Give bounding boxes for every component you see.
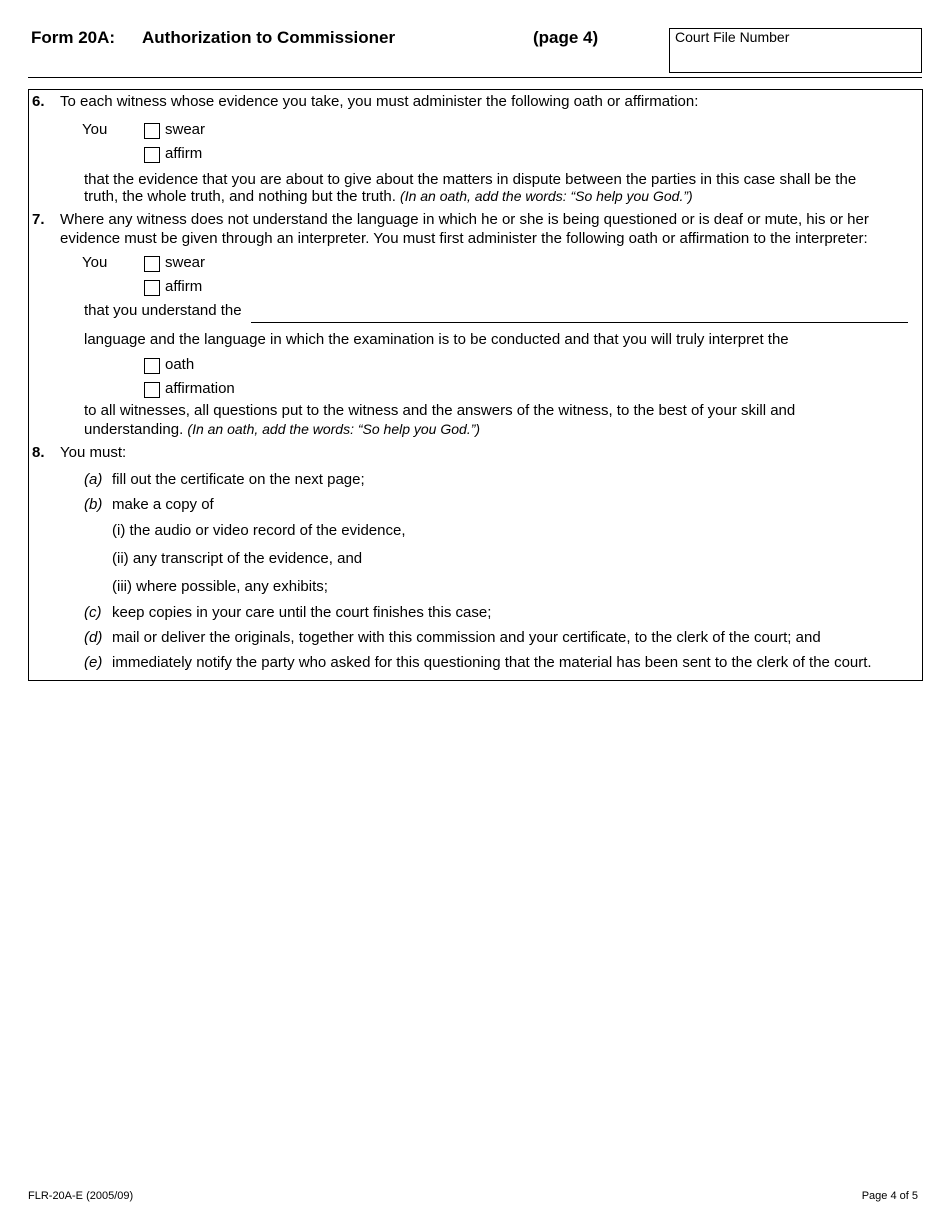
section-7-swear-label: swear bbox=[165, 254, 206, 271]
section-8-subitem-iii: (iii) where possible, any exhibits; bbox=[112, 578, 328, 595]
header-divider bbox=[28, 77, 922, 78]
section-8-item-b-letter: (b) bbox=[84, 496, 103, 513]
section-7-affirmation-label: affirmation bbox=[165, 380, 235, 397]
section-7-intro-line1: Where any witness does not understand the language in which he or she is being questioned or is deaf or mute, his or her bbox=[60, 211, 869, 228]
section-8-item-c-letter: (c) bbox=[84, 604, 102, 621]
section-7-oath-checkbox[interactable] bbox=[144, 358, 160, 374]
section-6-swear-checkbox[interactable] bbox=[144, 123, 160, 139]
section-8-subitem-ii: (ii) any transcript of the evidence, and bbox=[112, 550, 363, 567]
section-7-affirm-label: affirm bbox=[165, 278, 203, 295]
section-7-you-label: You bbox=[82, 254, 108, 271]
section-7-affirmation-checkbox[interactable] bbox=[144, 382, 160, 398]
section-7-body-line2-text: understanding. bbox=[84, 421, 184, 438]
section-8-intro: You must: bbox=[60, 444, 127, 461]
section-6-body-line1: that the evidence that you are about to give about the matters in dispute between the parties in this case shall be the bbox=[84, 171, 857, 188]
section-7-intro-line2: evidence must be given through an interpreter. You must first administer the following oath or affirmation to the interpreter: bbox=[60, 230, 868, 247]
section-6-number: 6. bbox=[32, 93, 45, 110]
section-8-item-a-letter: (a) bbox=[84, 471, 103, 488]
section-8-number: 8. bbox=[32, 444, 45, 461]
section-7-number: 7. bbox=[32, 211, 45, 228]
section-8-item-a-text: fill out the certificate on the next page; bbox=[112, 471, 365, 488]
section-7-swear-checkbox[interactable] bbox=[144, 256, 160, 272]
section-8-item-d-text: mail or deliver the originals, together with this commission and your certificate, to the clerk of the court; and bbox=[112, 629, 821, 646]
footer-form-code: FLR-20A-E (2005/09) bbox=[28, 1190, 134, 1202]
section-6-intro: To each witness whose evidence you take, you must administer the following oath or affirmation: bbox=[60, 93, 699, 110]
section-6-body-line2-text: truth, the whole truth, and nothing but the truth. bbox=[84, 188, 396, 205]
section-7-body-line1: to all witnesses, all questions put to the witness and the answers of the witness, to the best of your skill and bbox=[84, 402, 796, 419]
section-8-item-e-letter: (e) bbox=[84, 654, 103, 671]
section-6-swear-label: swear bbox=[165, 121, 206, 138]
court-file-number-label: Court File Number bbox=[675, 29, 790, 45]
section-6-affirm-checkbox[interactable] bbox=[144, 147, 160, 163]
section-6-oath-note: (In an oath, add the words: “So help you God.”) bbox=[400, 188, 693, 204]
section-7-understand-label: that you understand the bbox=[84, 302, 242, 319]
section-7-oath-label: oath bbox=[165, 356, 195, 373]
section-6-affirm-label: affirm bbox=[165, 145, 203, 162]
form-number: Form 20A: bbox=[31, 28, 116, 47]
section-8-subitem-i: (i) the audio or video record of the evidence, bbox=[112, 522, 406, 539]
footer-page-number: Page 4 of 5 bbox=[861, 1190, 918, 1202]
form-title: Authorization to Commissioner bbox=[142, 28, 396, 47]
section-6-you-label: You bbox=[82, 121, 108, 138]
section-8-item-b-text: make a copy of bbox=[112, 496, 214, 513]
section-7-body-line2 bbox=[84, 420, 480, 439]
page-label: (page 4) bbox=[533, 28, 599, 47]
section-8-item-e-text: immediately notify the party who asked for this questioning that the material has been sent to the clerk of the court. bbox=[112, 654, 872, 671]
court-file-number-box bbox=[669, 28, 922, 73]
court-file-number-input[interactable] bbox=[674, 47, 917, 69]
section-7-language-input[interactable] bbox=[251, 302, 912, 324]
section-7-oath-note: (In an oath, add the words: “So help you God.”) bbox=[187, 421, 481, 437]
section-8-item-c-text: keep copies in your care until the court finishes this case; bbox=[112, 604, 492, 621]
section-7-affirm-checkbox[interactable] bbox=[144, 280, 160, 296]
section-7-language-field bbox=[251, 302, 908, 323]
section-8-item-d-letter: (d) bbox=[84, 629, 103, 646]
section-6-body-line2 bbox=[84, 187, 693, 206]
section-7-language-line: language and the language in which the examination is to be conducted and that you will truly interpret the bbox=[84, 331, 789, 348]
